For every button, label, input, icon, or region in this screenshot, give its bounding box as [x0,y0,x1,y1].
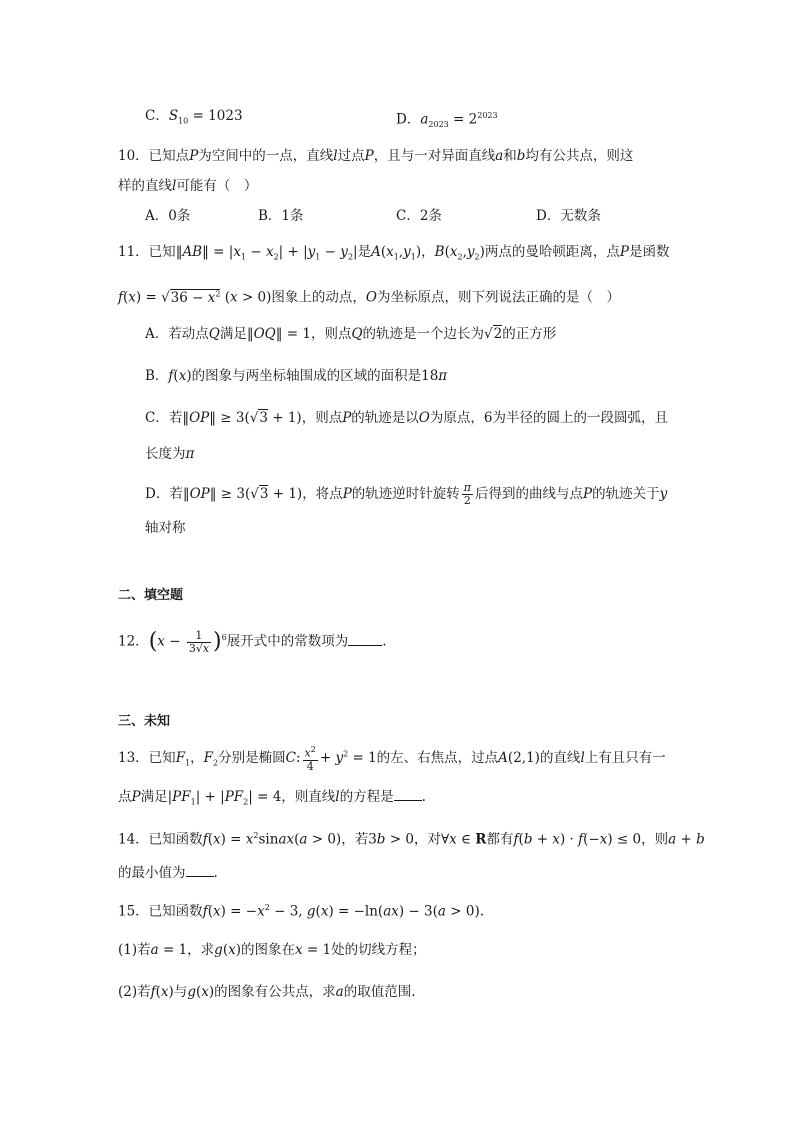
q10-option-b: B．1条 [258,208,304,224]
q14-line-2: 的最小值为 . [118,862,218,883]
q11-option-b: B．f(x)的图象与两坐标轴围成的区域的面积是18π [145,368,448,384]
q15-part-1: (1)若a = 1，求g(x)的图象在x = 1处的切线方程； [118,942,426,958]
q10-option-d: D．无数条 [536,208,601,224]
q14-line-1: 14．已知函数$f(x) = x^2sinax(a > 0)$，若3b > 0，对∀x ∈ R都有f(b + x) · f(−x) ≤ 0，则a + b [118,831,705,848]
section-heading-unknown: 三、未知 [118,714,171,729]
q13-answer-blank[interactable] [394,786,422,801]
section-heading-fill-in: 二、填空题 [118,588,184,603]
q9-option-c: C．$S_{10} = 1023$ [145,108,243,126]
q10-option-a: A．0条 [145,208,191,224]
q13-line-2: 点P满足$|PF_1| + |PF_2| = 4$，则直线l的方程是 . [118,786,426,813]
q14-answer-blank[interactable] [186,862,214,877]
q11-option-d-line-1: D．若‖OP‖ ≥ 3(√3 + 1)，将点P的轨迹逆时针旋转 $\frac{\pi}{2}$ 后得到的曲线与点P的轨迹关于y [145,481,668,507]
q11-option-c-line-2: 长度为π [145,446,195,462]
q13-line-1: 13．已知$F_1$，$F_2$分别是椭圆C: $\frac{x^2}{4}$ + $y^2 = 1$的左、右焦点，过点A(2,1)的直线l上有且只有一 [118,745,666,773]
q10-line-2: 样的直线l可能有（ ） [118,178,258,194]
q11-option-a: A．若动点Q满足‖OQ‖ = 1，则点Q的轨迹是一个边长为√2的正方形 [145,326,557,342]
q12-answer-blank[interactable] [348,631,382,646]
q11-line-2: $f(x) = √36 - x^2$ (x > 0)图象上的动点，O为坐标原点，则下列说法正确的是（ ） [118,289,620,306]
q15-line-1: 15．已知函数$f(x) = -x^2 - 3$, g(x) = −ln(ax) − 3(a > 0). [118,903,485,920]
q11-option-d-line-2: 轴对称 [145,520,186,536]
q9-option-d: D．$a_{2023} = 2^{2023}$ [396,111,498,130]
q10-line-1: 10．已知点P为空间中的一点，直线l过点P，且与一对异面直线a和b均有公共点，则这 [118,148,634,164]
q10-option-c: C．2条 [396,208,442,224]
q11-option-c-line-1: C．若‖OP‖ ≥ 3(√3 + 1)，则点P的轨迹是以O为原点，6为半径的圆上的一段圆弧，且 [145,410,668,426]
q15-part-2: (2)若f(x)与g(x)的图象有公共点，求a的取值范围. [118,984,416,1000]
q12-line: 12．(x − $\frac{1}{3√x}$ )$^6$展开式中的常数项为 . [118,628,387,655]
q11-line-1: 11．已知‖AB‖ = $|x_1 - x_2| + |y_1 - y_2|$是$A(x_1,y_1)$，$B(x_2,y_2)$两点的曼哈顿距离，点P是函数 [118,244,670,262]
